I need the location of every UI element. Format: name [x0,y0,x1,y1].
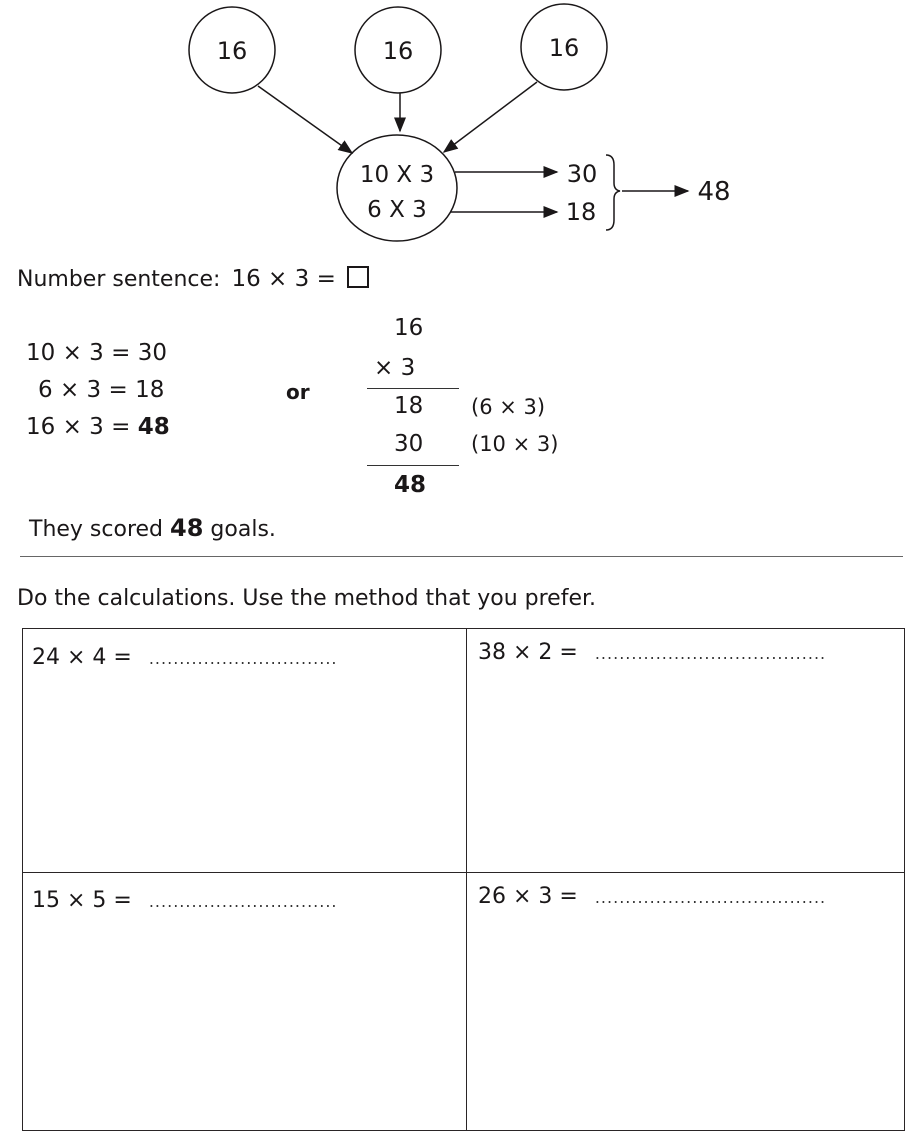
exercise-cell-2[interactable] [478,640,826,665]
grid-divider-vertical [466,628,467,1131]
partial-result-1: 30 [137,340,167,366]
exercise-cell-4[interactable] [478,884,826,909]
partial-result-3: 48 [137,414,170,440]
circle-label-3: 16 [548,34,580,62]
column-row2: 30 [394,431,424,457]
grid-divider-horizontal [22,872,905,873]
column-rule-1 [367,388,459,389]
number-sentence [17,266,369,292]
answer-line-2[interactable]: ...................................... [594,644,827,663]
exercise-expr-4: 26 × 3 = [478,884,578,909]
conclusion-value: 48 [170,514,204,542]
partial-expr-3: 16 × 3 = [26,414,131,440]
answer-line-1[interactable]: ............................... [148,649,338,668]
exercise-cell-3[interactable] [32,888,338,913]
product-2: 18 [565,198,597,226]
partial-result-2: 18 [135,377,165,403]
center-circle [337,135,457,241]
column-total: 48 [394,472,427,498]
center-line-2: 6 X 3 [367,197,427,223]
conclusion [29,514,276,542]
multiplication-diagram [0,0,923,250]
conclusion-before: They scored [29,517,164,542]
exercise-cell-1[interactable] [32,645,338,670]
column-row1-note: (6 × 3) [471,395,546,419]
answer-line-4[interactable]: ...................................... [594,888,827,907]
exercise-expr-1: 24 × 4 = [32,645,132,670]
conclusion-after: goals. [210,517,276,542]
answer-line-3[interactable]: ............................... [148,892,338,911]
circle-label-1: 16 [216,37,248,65]
partial-expr-1: 10 × 3 = [26,340,131,366]
partial-product-1 [26,340,167,366]
partial-product-2 [38,377,164,403]
column-row2-note: (10 × 3) [471,432,559,456]
partial-product-3 [26,414,170,440]
exercise-expr-3: 15 × 5 = [32,888,132,913]
circle-label-2: 16 [382,37,414,65]
product-1: 30 [566,160,598,188]
column-top: 16 [394,315,424,341]
column-row1: 18 [394,393,424,419]
partial-expr-2: 6 × 3 = [38,377,128,403]
instruction-text: Do the calculations. Use the method that you prefer. [17,586,596,611]
number-sentence-label: Number sentence: [17,267,221,292]
section-divider [20,556,903,557]
diagram-total: 48 [697,177,731,207]
exercise-grid [22,628,905,1131]
column-rule-2 [367,465,459,466]
number-sentence-expression: 16 × 3 = [231,266,336,292]
center-line-1: 10 X 3 [359,162,435,188]
answer-box-icon [347,266,369,288]
exercise-expr-2: 38 × 2 = [478,640,578,665]
or-label: or [286,380,310,404]
column-multiplier: × 3 [374,355,416,381]
